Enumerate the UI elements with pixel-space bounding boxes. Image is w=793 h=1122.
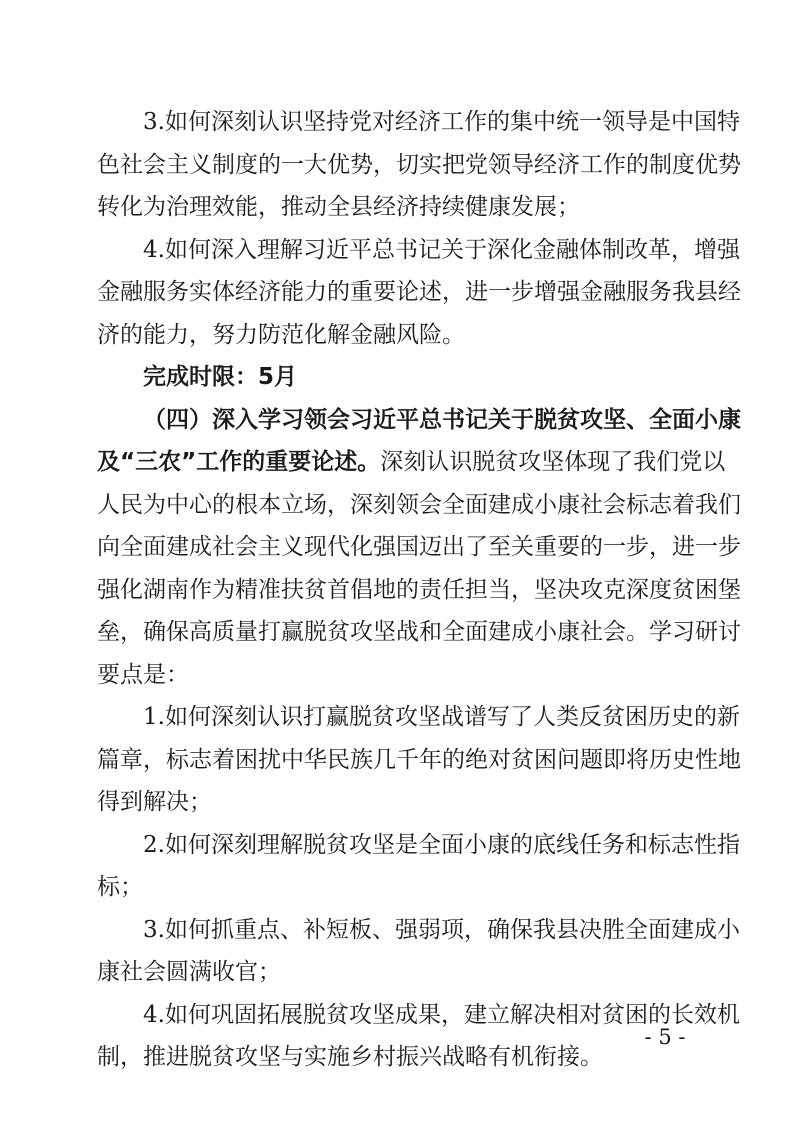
paragraph-line: 人民为中心的根本立场，深刻领会全面建成小康社会标志着我们 — [97, 492, 741, 518]
paragraph-text: 深刻认识脱贫攻坚体现了我们党以 — [380, 449, 726, 475]
paragraph-line: 垒，确保高质量打赢脱贫攻坚战和全面建成小康社会。学习研讨 — [97, 619, 741, 645]
paragraph-line: 4.如何巩固拓展脱贫攻坚成果，建立解决相对贫困的长效机 — [143, 1002, 740, 1028]
section-heading: （四）深入学习领会习近平总书记关于脱贫攻坚、全面小康 — [143, 407, 741, 433]
paragraph-line: 4.如何深入理解习近平总书记关于深化金融体制改革，增强 — [143, 237, 740, 263]
paragraph-line: 2.如何深刻理解脱贫攻坚是全面小康的底线任务和标志性指 — [143, 832, 740, 858]
paragraph-line: 转化为治理效能，推动全县经济持续健康发展； — [97, 194, 580, 220]
section-heading-tail: 及“三农”工作的重要论述。 — [97, 449, 381, 475]
paragraph-line: 标； — [97, 874, 143, 900]
deadline-line: 完成时限：5月 — [143, 364, 298, 390]
paragraph-line: 3.如何抓重点、补短板、强弱项，确保我县决胜全面建成小 — [143, 917, 740, 943]
paragraph-line: 康社会圆满收官； — [97, 959, 281, 985]
paragraph-line: 3.如何深刻认识坚持党对经济工作的集中统一领导是中国特 — [143, 109, 740, 135]
paragraph-line: 强化湖南作为精准扶贫首倡地的责任担当，坚决攻克深度贫困堡 — [97, 577, 741, 603]
paragraph-line: 1.如何深刻认识打赢脱贫攻坚战谱写了人类反贫困历史的新 — [143, 704, 740, 730]
paragraph-line: 要点是： — [97, 662, 189, 688]
paragraph-line: 济的能力，努力防范化解金融风险。 — [97, 322, 465, 348]
paragraph-line: 向全面建成社会主义现代化强国迈出了至关重要的一步，进一步 — [97, 534, 741, 560]
paragraph-line: 得到解决； — [97, 789, 212, 815]
paragraph-line: 篇章，标志着困扰中华民族几千年的绝对贫困问题即将历史性地 — [97, 747, 741, 773]
paragraph-line: 金融服务实体经济能力的重要论述，进一步增强金融服务我县经 — [97, 279, 741, 305]
paragraph-line: 制，推进脱贫攻坚与实施乡村振兴战略有机衔接。 — [97, 1044, 603, 1070]
paragraph-line: 色社会主义制度的一大优势，切实把党领导经济工作的制度优势 — [97, 152, 741, 178]
page-number: - 5 - — [644, 1025, 686, 1049]
paragraph-line-mixed — [97, 444, 726, 480]
